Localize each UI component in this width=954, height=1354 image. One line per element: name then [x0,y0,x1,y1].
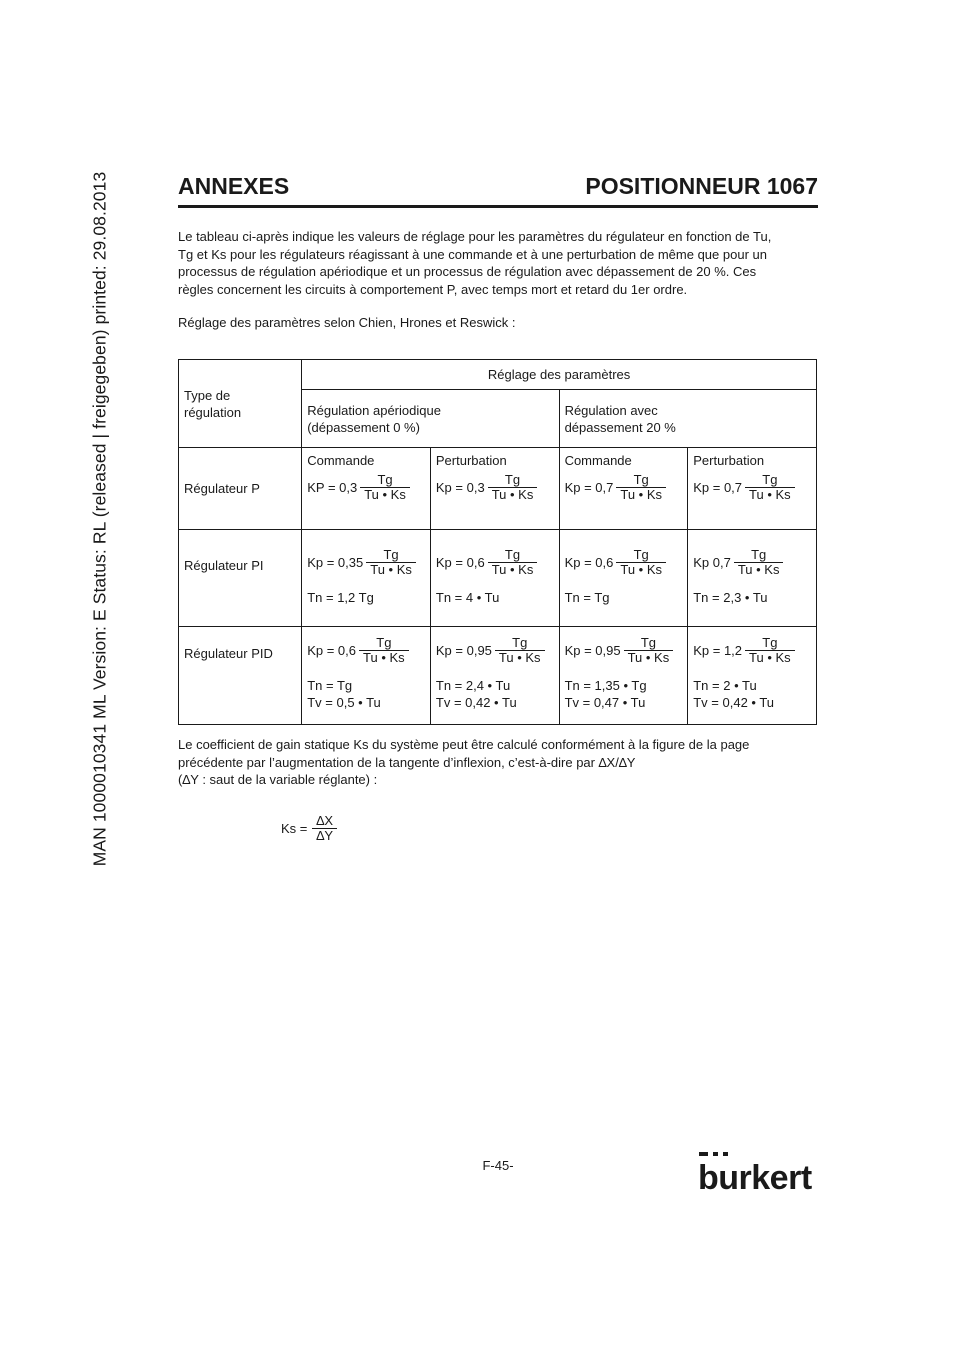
tn-value: Tn = 2,3 • Tu [693,590,768,605]
fraction [734,548,784,577]
type-label-line: Type de [184,387,231,403]
tv-value: Tv = 0,47 • Tu [564,695,646,710]
aperiodic-label-line: Régulation apériodique [307,402,441,418]
fraction-denominator: Tu • Ks [624,650,674,665]
fraction-numerator: Tg [762,472,778,487]
kp-value: Kp 0,7 [693,555,731,570]
ks-label: Ks = [281,821,308,836]
tn-value: Tn = 4 • Tu [435,590,500,605]
fraction-numerator: Tg [383,547,399,562]
table-cell [559,530,688,627]
settings-header-cell: Réglage des paramètres [302,360,817,390]
fraction [495,636,545,665]
fraction-denominator: Tu • Ks [359,650,409,665]
fraction-denominator: Tu • Ks [366,562,416,577]
ks-denominator: ∆Y [312,828,337,843]
type-label-line: régulation [184,404,242,420]
row-label [179,530,302,627]
table-cell [559,448,688,530]
table-cell [559,627,688,725]
intro-line: Tg et Ks pour les régulateurs réagissant à une commande et à une perturbation de même que pour un [178,246,767,262]
fraction-numerator: Tg [633,472,649,487]
tn-value: Tn = 1,2 Tg [307,590,374,605]
table-header-row [179,360,817,390]
fraction [359,636,409,665]
fraction [360,473,410,502]
table-cell [688,448,817,530]
row-label: Régulateur P [179,448,302,530]
fraction-denominator: Tu • Ks [745,487,795,502]
intro-paragraph [178,228,818,298]
fraction-denominator: Tu • Ks [488,487,538,502]
fraction-numerator: Tg [633,547,649,562]
fraction-denominator: Tu • Ks [745,650,795,665]
parameter-table [178,359,817,725]
kp-value: Kp = 0,95 [564,643,621,658]
fraction-numerator: Tg [376,635,392,650]
gain-line: précédente par l’augmentation de la tangente d’inflexion, c’est-à-dire par ∆X/∆Y [178,754,636,770]
row-label-text: Régulateur PID [184,646,273,661]
kp-value: Kp = 0,6 [564,555,614,570]
fraction-numerator: Tg [640,635,656,650]
kp-formula [436,473,554,502]
table-cell [688,530,817,627]
intro-line: règles concernent les circuits à comportement P, avec temps mort et retard du 1er ordre. [178,281,688,297]
method-line: Réglage des paramètres selon Chien, Hrones et Reswick : [178,315,516,330]
fraction [616,548,666,577]
kp-value: Kp = 0,95 [435,643,492,658]
kp-formula [307,636,425,665]
gain-line: Le coefficient de gain statique Ks du système peut être calculé conformément à la figure de la page [178,737,750,752]
kp-value: Kp = 0,6 [307,643,357,658]
aperiodic-header-cell [302,390,559,448]
cell-heading: Commande [564,453,632,468]
kp-formula [565,636,683,665]
side-document-stamp [85,158,115,880]
table-row [179,530,817,627]
cell-heading: Perturbation [435,453,507,468]
type-header-cell [179,360,302,448]
kp-formula [436,636,554,665]
page-number: F-45- [482,1158,514,1173]
kp-value: Kp = 1,2 [693,643,743,658]
fraction [616,473,666,502]
fraction-numerator: Tg [377,472,393,487]
aperiodic-label-line: (dépassement 0 %) [307,419,420,435]
kp-formula [307,548,425,577]
fraction-denominator: Tu • Ks [495,650,545,665]
intro-line: processus de régulation apériodique et un processus de régulation avec dépassement de 20 %. Ces [178,264,757,279]
kp-formula [565,473,683,502]
tn-value: Tn = Tg [564,590,610,605]
product-title: POSITIONNEUR 1067 [585,173,818,199]
fraction [745,473,795,502]
fraction [745,636,795,665]
ks-formula [281,814,337,843]
section-title: ANNEXES [178,173,290,199]
ks-numerator: ∆X [316,813,333,828]
fraction-numerator: Tg [751,547,767,562]
table-cell [688,627,817,725]
burkert-logo [698,1152,818,1196]
kp-formula [693,548,811,577]
overshoot-label-line: dépassement 20 % [564,419,676,435]
overshoot-label-line: Régulation avec [564,402,658,418]
overshoot-header-cell [559,390,816,448]
tv-value: Tv = 0,5 • Tu [307,695,381,710]
table-cell [430,448,559,530]
fraction-denominator: Tu • Ks [616,487,666,502]
fraction-denominator: Tu • Ks [488,562,538,577]
kp-value: Kp = 0,6 [435,555,485,570]
tv-value: Tv = 0,42 • Tu [435,695,517,710]
tn-value: Tn = 2,4 • Tu [435,678,511,693]
table-cell [302,627,431,725]
tn-value: Tn = 2 • Tu [693,678,757,693]
fraction [488,548,538,577]
table-cell [302,530,431,627]
stamp-text: MAN 1000010341 ML Version: E Status: RL (released | freigegeben) printed: 29.08.2013 [89,171,110,867]
kp-value: Kp = 0,3 [435,480,485,495]
fraction-denominator: Tu • Ks [734,562,784,577]
fraction [488,473,538,502]
fraction-numerator: Tg [504,472,521,487]
ks-fraction [312,814,337,843]
kp-value: Kp = 0,7 [564,480,614,495]
brand-text: burkert [698,1159,812,1196]
gain-paragraph [178,736,818,789]
cell-heading: Commande [307,453,375,468]
fraction-numerator: Tg [512,635,528,650]
fraction-numerator: Tg [762,635,778,650]
kp-formula [693,473,811,502]
fraction-numerator: Tg [504,547,521,562]
gain-line: (∆Y : saut de la variable réglante) : [178,772,378,787]
table-cell [430,627,559,725]
kp-value: KP = 0,3 [307,480,358,495]
kp-value: Kp = 0,7 [693,480,743,495]
table-row [179,627,817,725]
fraction-denominator: Tu • Ks [360,487,410,502]
table-cell [302,448,431,530]
intro-line: Le tableau ci-après indique les valeurs de réglage pour les paramètres du régulateur en fonction de Tu, [178,229,772,244]
kp-value: Kp = 0,35 [307,555,364,570]
table-cell [430,530,559,627]
table-row [179,448,817,530]
tn-value: Tn = 1,35 • Tg [564,678,647,693]
fraction-denominator: Tu • Ks [616,562,666,577]
tn-value: Tn = Tg [307,678,353,693]
fraction [366,548,416,577]
fraction [624,636,674,665]
row-label [179,627,302,725]
kp-formula [307,473,425,502]
tv-value: Tv = 0,42 • Tu [693,695,775,710]
kp-formula [693,636,811,665]
kp-formula [436,548,554,577]
cell-heading: Perturbation [693,453,765,468]
kp-formula [565,548,683,577]
row-label-text: Régulateur PI [184,558,264,573]
page-header [178,172,818,208]
